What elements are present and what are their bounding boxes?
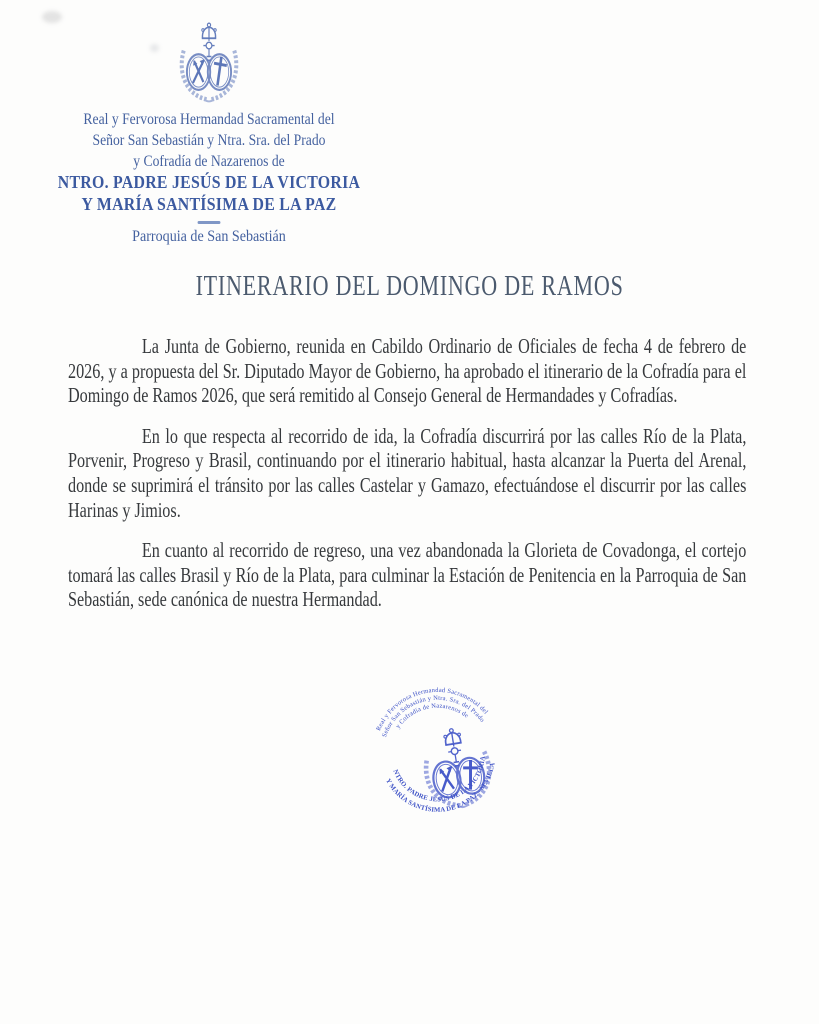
letterhead [25,20,393,246]
seal-arc-text: Señor San Sebastián y Ntra. Sra. del Prado [381,694,486,739]
letterhead-parish: Parroquia de San Sebastián [132,227,286,245]
hermandad-seal-stamp-icon [357,674,517,834]
seal-stamp-area [357,674,518,840]
letterhead-divider [198,221,221,224]
document-body [68,334,746,628]
page-title-text: ITINERARIO DEL DOMINGO DE RAMOS [195,270,624,302]
letterhead-title-line: Y MARÍA SANTÍSIMA DE LA PAZ [81,193,337,214]
letterhead-title-line: NTRO. PADRE JESÚS DE LA VICTORIA [57,172,361,192]
body-paragraph: La Junta de Gobierno, reunida en Cabildo Ordinario de Oficiales de fecha 4 de febrero de 2026, y a propuesta del Sr. Diputado Mayor de Gobierno, ha aprobado el itinerario de la Cofradía para el Domingo de Ramos 2026, que será remitido al Consejo General de Hermandades y Cofradías. [68,334,747,408]
seal-arc-text: Y MARÍA SANTÍSIMA DE LA PAZ - SEVILLA [384,761,497,814]
letterhead-line: y Cofradía de Nazarenos de [133,153,285,170]
seal-arc-text: NTRO. PADRE JESÚS DE LA VICTORIA [391,755,487,804]
body-paragraph: En cuanto al recorrido de regreso, una vez abandonada la Glorieta de Covadonga, el cortejo tomará las calles Brasil y Río de la Plata, para culminar la Estación de Penitencia en la Parroquia de San Sebastián, sede canónica de nuestra Hermandad. [68,538,747,612]
body-paragraph: En lo que respecta al recorrido de ida, la Cofradía discurrirá por las calles Río de la Plata, Porvenir, Progreso y Brasil, continuando por el itinerario habitual, hasta alcanzar la Puerta del Arenal, donde se suprimirá el tránsito por las calles Castelar y Gamazo, efectuándose el discurrir por las calles Harinas y Jimios. [68,423,747,522]
page-title [0,266,819,303]
letterhead-line: Real y Fervorosa Hermandad Sacramental del [83,111,335,128]
letterhead-line: Señor San Sebastián y Ntra. Sra. del Prado [92,132,326,149]
seal-arc-text: Real y Fervorosa Hermandad Sacramental del [375,686,490,732]
seal-arc-text: y Cofradía de Nazarenos de [394,702,470,730]
hermandad-crest-icon [167,20,251,104]
